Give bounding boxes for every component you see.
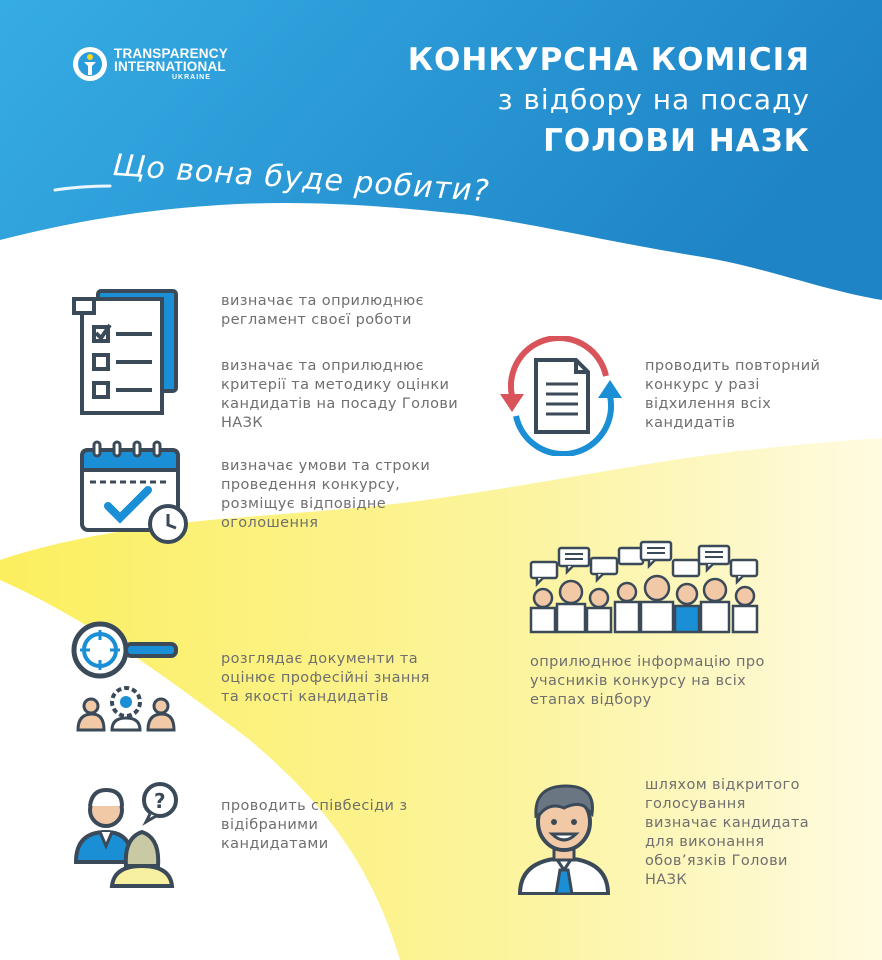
repeat-document-icon <box>496 336 626 456</box>
logo-mark-icon <box>72 46 108 82</box>
item-interviews: проводить співбесіди з відібраними кандидатами <box>221 798 408 852</box>
interview-icon <box>72 780 182 890</box>
magnifier-gear-icon <box>70 620 182 732</box>
item-rules: визначає та оприлюднює регламент своєї роботи <box>221 293 424 328</box>
item-documents: розглядає документи та оцінює професійні знання та якості кандидатів <box>221 651 430 705</box>
item-publish: оприлюднює інформацію про учасників конкурсу на всіх етапах відбору <box>530 654 765 708</box>
logo <box>72 46 228 82</box>
item-voting: шляхом відкритого голосування визначає кандидата для виконання обов’язків Голови НАЗК <box>645 777 810 888</box>
logo-line-2: INTERNATIONAL <box>114 58 226 74</box>
logo-text <box>114 47 228 82</box>
item-criteria: визначає та оприлюднює критерії та методику оцінки кандидатів на посаду Голови НАЗК <box>221 358 459 431</box>
page-title <box>408 40 810 162</box>
item-repeat: проводить повторний конкурс у разі відхилення всіх кандидатів <box>645 358 821 431</box>
checklist-document-icon <box>70 287 182 417</box>
title-line-3: ГОЛОВИ НАЗК <box>543 123 810 159</box>
crowd-speech-icon <box>527 540 762 635</box>
title-line-2: з відбору на посаду <box>497 83 810 116</box>
logo-line-1: TRANSPARENCY <box>114 45 228 61</box>
subtitle: Що вона буде робити? <box>111 148 491 210</box>
title-line-1: КОНКУРСНА КОМІСІЯ <box>407 42 810 78</box>
calendar-check-icon <box>78 440 190 546</box>
logo-line-3: UKRAINE <box>172 73 211 81</box>
candidate-man-icon <box>516 780 612 895</box>
svg-text:?: ? <box>154 789 166 813</box>
item-terms: визначає умови та строки проведення конкурсу, розміщує відповідне оголошення <box>221 458 431 531</box>
